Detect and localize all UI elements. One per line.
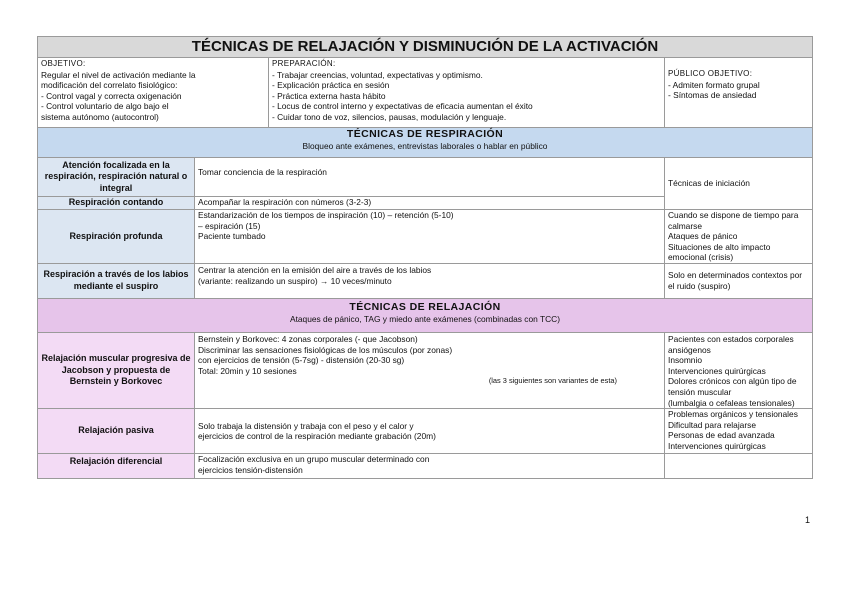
audience-cell: [665, 58, 813, 128]
technique-name: Respiración profunda: [38, 210, 195, 264]
technique-description-line: Centrar la atención en la emisión del aire a través de los labios: [198, 264, 432, 275]
technique-description-line: con ejercicios de tensión (5-7sg) - distensión (20-30 sg): [198, 355, 405, 366]
technique-name: Respiración contando: [38, 197, 195, 210]
objective-line: modificación del correlato fisiológico:: [41, 80, 178, 91]
technique-use: [665, 263, 813, 298]
preparation-line: - Explicación práctica en sesión: [272, 80, 390, 91]
audience-label: PÚBLICO OBJETIVO:: [668, 69, 753, 78]
technique-description: [195, 454, 665, 479]
technique-name: Relajación muscular progresiva de Jacobson y propuesta de Bernstein y Borkovec: [38, 332, 195, 408]
breathing-section-title: TÉCNICAS DE RESPIRACIÓN: [346, 128, 504, 140]
technique-description: [195, 197, 665, 210]
preparation-line: - Trabajar creencias, voluntad, expectativas y optimismo.: [272, 69, 483, 80]
technique-description-line: Paciente tumbado: [198, 231, 266, 242]
objective-cell: [38, 58, 269, 128]
page-title: TÉCNICAS DE RELAJACIÓN Y DISMINUCIÓN DE LA ACTIVACIÓN: [38, 37, 813, 58]
technique-use-line: Problemas orgánicos y tensionales: [668, 409, 798, 420]
technique-description-line: Estandarización de los tiempos de inspiración (10) – retención (5-10): [198, 210, 454, 220]
technique-use-line: Intervenciones quirúrgicas: [668, 440, 766, 451]
technique-use-line: Dificultad para relajarse: [668, 419, 756, 430]
technique-use: [665, 332, 813, 408]
technique-use-line: Ataques de pánico: [668, 231, 738, 242]
relaxation-section-header: [38, 298, 813, 332]
objective-line: Regular el nivel de activación mediante la: [41, 69, 196, 80]
breathing-section-header: [38, 128, 813, 158]
technique-use-text: Técnicas de iniciación: [668, 178, 750, 189]
technique-use-line: Intervenciones quirúrgicas: [668, 365, 766, 376]
technique-description-line: Total: 20min y 10 sesiones: [198, 365, 297, 376]
preparation-line: - Cuidar tono de voz, silencios, pausas, modulación y lenguaje.: [272, 111, 507, 122]
technique-name: Relajación pasiva: [38, 409, 195, 454]
techniques-table-page: [37, 36, 812, 479]
preparation-label: PREPARACIÓN:: [272, 59, 336, 68]
relaxation-section-subtitle: Ataques de pánico, TAG y miedo ante exámenes (combinadas con TCC): [289, 313, 560, 324]
technique-description: [195, 158, 665, 197]
preparation-cell: [269, 58, 665, 128]
objective-label: OBJETIVO:: [41, 59, 86, 68]
technique-use: [665, 409, 813, 454]
technique-use-line: Dolores crónicos con algún tipo de tensión muscular: [668, 376, 797, 397]
technique-use-line: Situaciones de alto impacto emocional (crisis): [668, 241, 771, 263]
technique-description-line: (variante: realizando un suspiro) → 10 veces/minuto: [198, 275, 392, 286]
technique-name: Relajación diferencial: [38, 454, 195, 479]
audience-line: - Admiten formato grupal: [668, 79, 760, 90]
technique-use-text: Solo en determinados contextos por el ruido (suspiro): [668, 270, 803, 291]
technique-description-line: Solo trabaja la distensión y trabaja con el peso y el calor y: [198, 420, 414, 431]
technique-description-line: Bernstein y Borkovec: 4 zonas corporales (- que Jacobson): [198, 333, 418, 344]
technique-use: [665, 158, 813, 210]
technique-description-line: ejercicios tensión-distensión: [198, 464, 303, 475]
preparation-line: - Locus de control interno y expectativas de eficacia aumentan el éxito: [272, 101, 533, 112]
technique-description: [195, 332, 665, 408]
technique-name: Atención focalizada en la respiración, respiración natural o integral: [38, 158, 195, 197]
technique-description: [195, 210, 665, 264]
techniques-table: [37, 36, 813, 479]
technique-use-line: Pacientes con estados corporales ansiógenos: [668, 333, 794, 355]
technique-description-line: Discriminar las sensaciones fisiológicas de los músculos (por zonas): [198, 344, 453, 355]
technique-use-empty: [665, 454, 813, 479]
technique-description: [195, 409, 665, 454]
technique-description-text: Tomar conciencia de la respiración: [198, 167, 327, 177]
breathing-section-subtitle: Bloqueo ante exámenes, entrevistas laborales o hablar en público: [302, 141, 548, 151]
technique-name: Respiración a través de los labios mediante el suspiro: [38, 263, 195, 298]
technique-description-text: Acompañar la respiración con números (3-2-3): [198, 197, 372, 207]
objective-line: - Control voluntario de algo bajo el: [41, 101, 169, 112]
technique-description: [195, 263, 665, 298]
objective-line: sistema autónomo (autocontrol): [41, 111, 159, 122]
preparation-line: - Práctica externa hasta hábito: [272, 90, 386, 101]
technique-use-line: Personas de edad avanzada: [668, 430, 775, 441]
technique-use-line: Insomnio: [668, 355, 702, 366]
technique-use-line: Cuando se dispone de tiempo para calmarse: [668, 210, 799, 231]
technique-description-line: ejercicios de control de la respiración mediante grabación (20m): [198, 431, 436, 442]
relaxation-section-title: TÉCNICAS DE RELAJACIÓN: [349, 300, 501, 313]
technique-description-line: – espiración (15): [198, 220, 261, 231]
audience-line: - Síntomas de ansiedad: [668, 90, 757, 101]
technique-description-line: Focalización exclusiva en un grupo muscular determinado con: [198, 454, 430, 465]
technique-use-line: (lumbalgia o cefaleas tensionales): [668, 397, 795, 408]
variants-note: (las 3 siguientes son variantes de esta): [488, 376, 617, 386]
page-number: 1: [805, 515, 811, 525]
technique-use: [665, 210, 813, 264]
objective-line: - Control vagal y correcta oxigenación: [41, 90, 182, 101]
